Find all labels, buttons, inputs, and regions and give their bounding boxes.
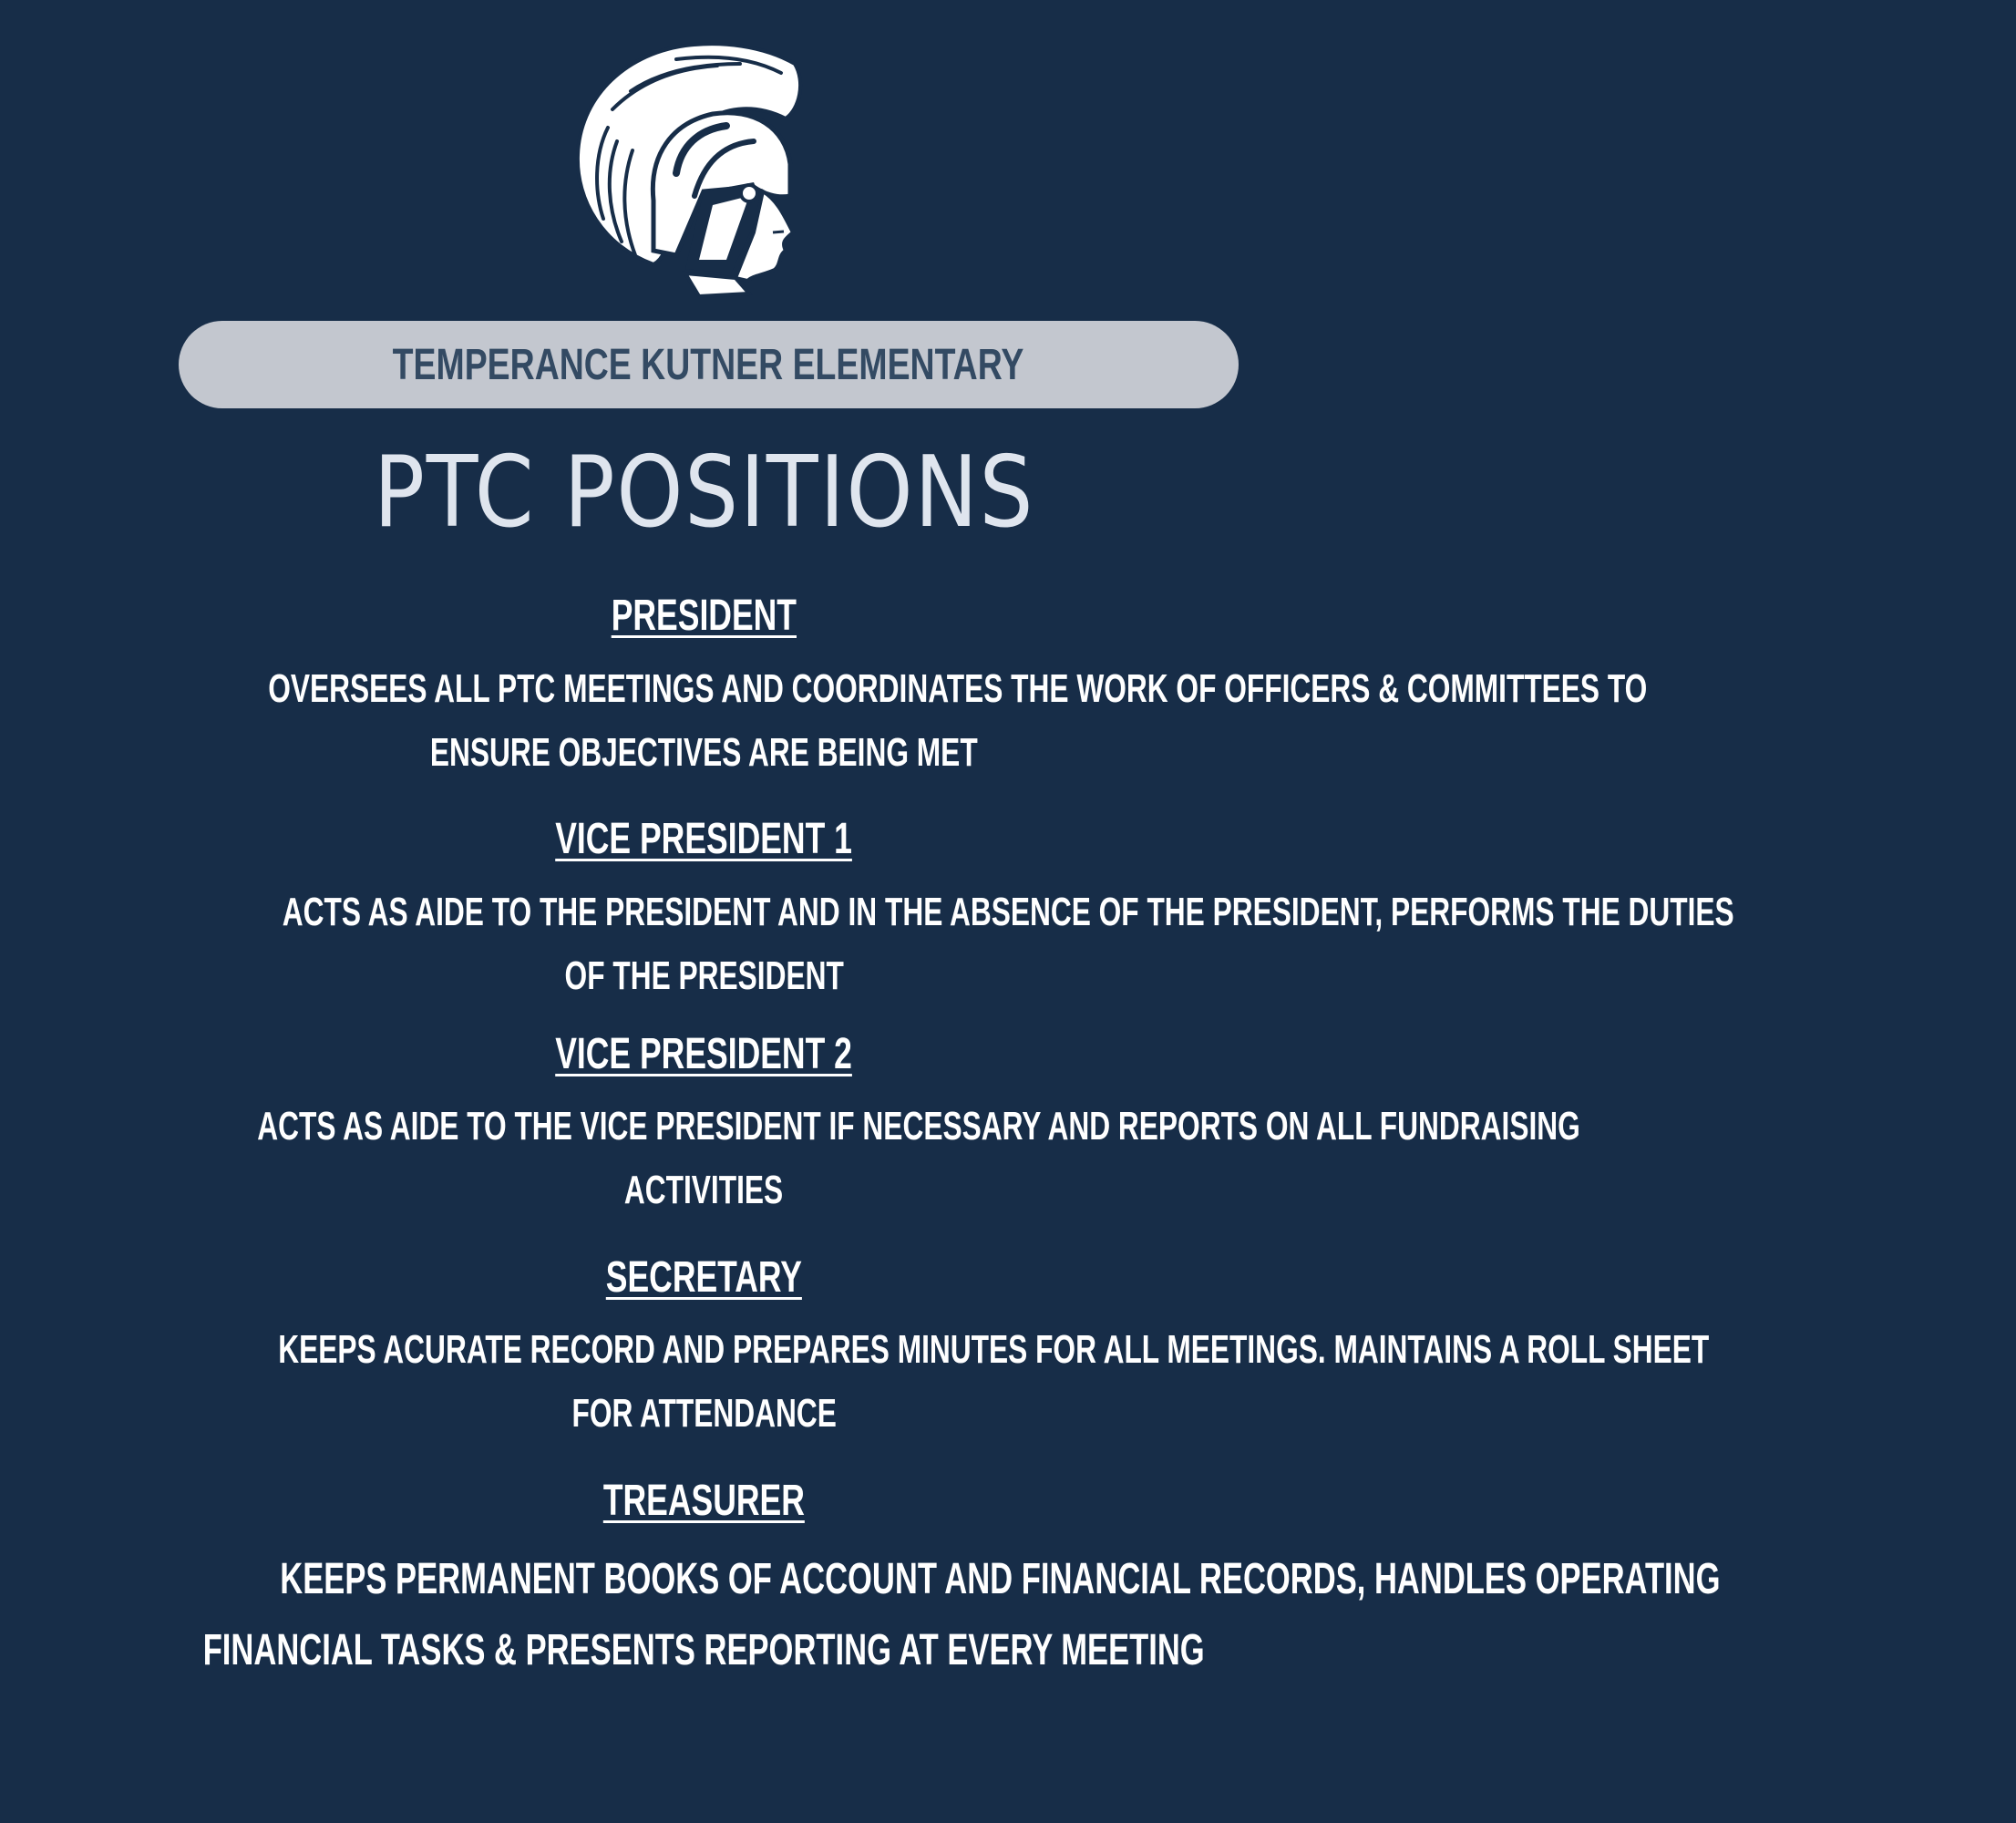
position-heading-president bbox=[0, 591, 1408, 641]
description-line: KEEPS ACURATE RECORD AND PREPARES MINUTES FOR ALL MEETINGS. MAINTAINS A ROLL SHEET bbox=[278, 1327, 1710, 1372]
school-name-banner bbox=[179, 321, 1239, 408]
description-line: ACTS AS AIDE TO THE PRESIDENT AND IN THE ABSENCE OF THE PRESIDENT, PERFORMS THE DUTIES bbox=[282, 890, 1734, 934]
description-line: OVERSEES ALL PTC MEETINGS AND COORDINATES THE WORK OF OFFICERS & COMMITTEES TO bbox=[268, 666, 1648, 711]
position-title: VICE PRESIDENT 1 bbox=[555, 815, 853, 863]
position-description-treasurer bbox=[0, 1544, 1721, 1686]
description-line: KEEPS PERMANENT BOOKS OF ACCOUNT AND FINANCIAL RECORDS, HANDLES OPERATING bbox=[280, 1555, 1721, 1603]
description-line: OF THE PRESIDENT bbox=[564, 953, 844, 998]
school-name: TEMPERANCE KUTNER ELEMENTARY bbox=[393, 340, 1024, 389]
position-title: TREASURER bbox=[602, 1477, 806, 1525]
position-title: SECRETARY bbox=[605, 1253, 803, 1302]
position-title: PRESIDENT bbox=[611, 592, 797, 640]
position-title: VICE PRESIDENT 2 bbox=[555, 1030, 853, 1078]
page-title-text: PTC POSITIONS bbox=[373, 436, 1035, 550]
position-heading-secretary bbox=[0, 1252, 1408, 1303]
position-description-vice-president-2 bbox=[0, 1095, 1580, 1222]
description-line: ACTIVITIES bbox=[624, 1168, 784, 1212]
description-line: ACTS AS AIDE TO THE VICE PRESIDENT IF NECESSARY AND REPORTS ON ALL FUNDRAISING bbox=[257, 1104, 1580, 1148]
trojan-helmet-icon bbox=[567, 36, 813, 301]
position-description-vice-president-1 bbox=[0, 881, 1734, 1008]
description-line: FINANCIAL TASKS & PRESENTS REPORTING AT EVERY MEETING bbox=[203, 1626, 1205, 1674]
description-line: FOR ATTENDANCE bbox=[571, 1391, 837, 1436]
position-heading-treasurer bbox=[0, 1476, 1408, 1526]
position-heading-vice-president-1 bbox=[0, 814, 1408, 864]
position-heading-vice-president-2 bbox=[0, 1029, 1408, 1079]
position-description-secretary bbox=[0, 1318, 1710, 1446]
description-line: ENSURE OBJECTIVES ARE BEING MET bbox=[430, 730, 978, 775]
page-title bbox=[0, 436, 1408, 550]
position-description-president bbox=[0, 657, 1648, 785]
